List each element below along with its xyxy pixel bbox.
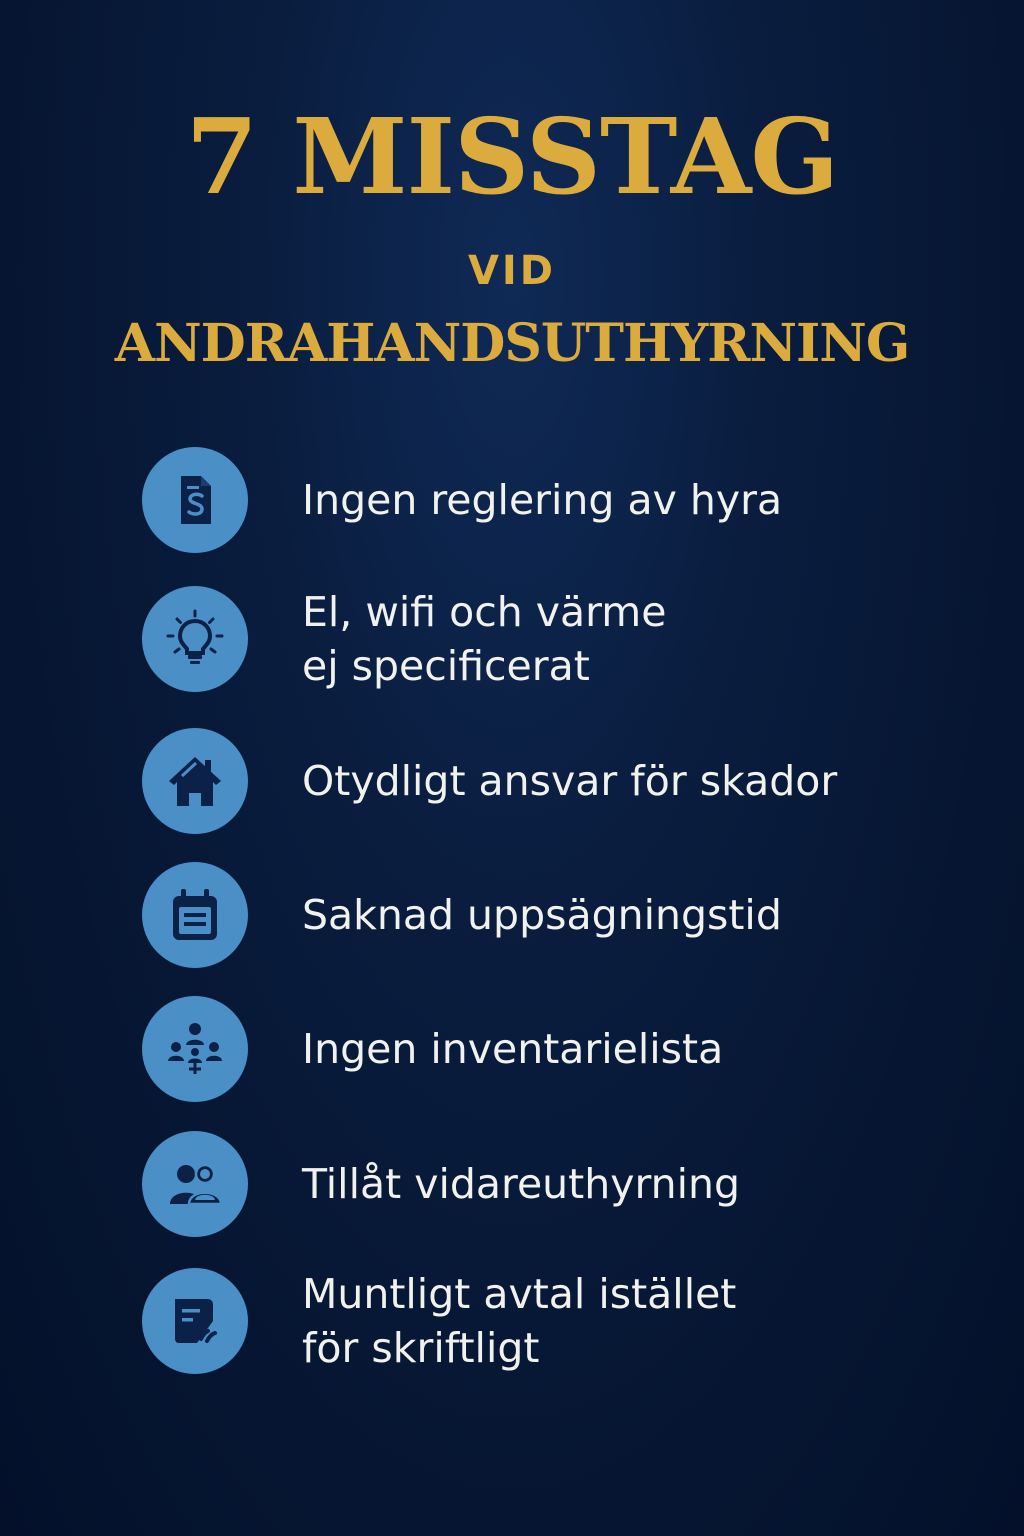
list-item (140, 586, 980, 696)
item-label: Muntligt avtal istället för skriftligt (302, 1270, 737, 1372)
list-item (140, 728, 980, 838)
list-item (140, 1131, 980, 1241)
list-item (140, 447, 980, 557)
two-people-icon (142, 1131, 248, 1237)
list-item (140, 1268, 980, 1378)
document-dollar-icon (142, 447, 248, 553)
item-label: Ingen reglering av hyra (302, 476, 783, 524)
list-item (140, 996, 980, 1106)
note-signature-icon (142, 1268, 248, 1374)
page-title: 7 MISSTAG (185, 95, 839, 218)
calendar-icon (142, 862, 248, 968)
item-label: Ingen inventarielista (302, 1025, 724, 1073)
item-label: Tillåt vidareuthyrning (302, 1160, 741, 1208)
subtitle-andrahandsuthyrning: ANDRAHANDSUTHYRNING (114, 313, 910, 374)
subtitle-vid: VID (467, 248, 557, 294)
lightbulb-icon (142, 586, 248, 692)
people-network-icon (142, 996, 248, 1102)
house-icon (142, 728, 248, 834)
item-label: El, wifi och värme ej specificerat (302, 588, 667, 690)
item-label: Saknad uppsägningstid (302, 891, 782, 939)
list-item (140, 862, 980, 972)
item-label: Otydligt ansvar för skador (302, 757, 838, 805)
